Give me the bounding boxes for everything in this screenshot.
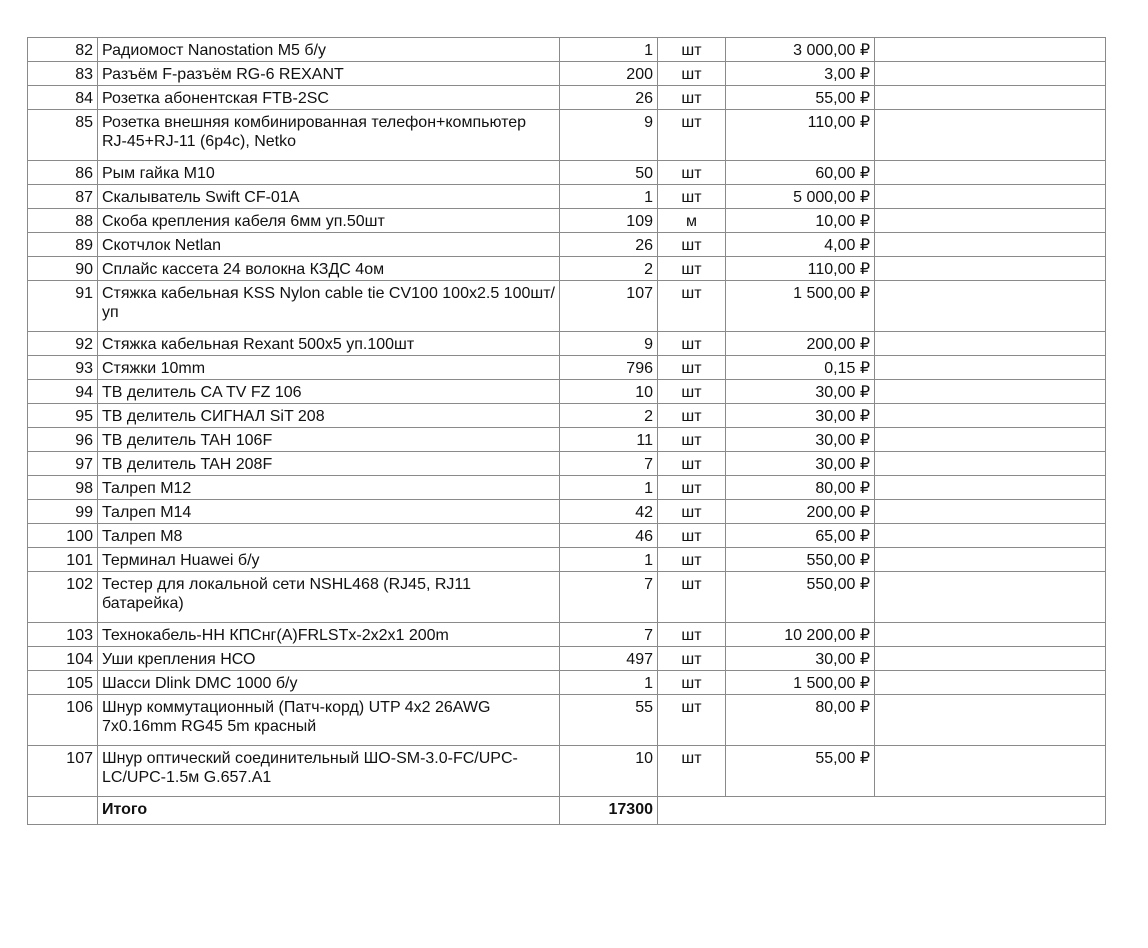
item-quantity: 7: [560, 452, 658, 476]
item-unit: шт: [658, 548, 726, 572]
item-empty-cell: [875, 548, 1106, 572]
item-quantity: 109: [560, 209, 658, 233]
item-unit: шт: [658, 428, 726, 452]
item-name: Стяжка кабельная KSS Nylon cable tie CV100 100x2.5 100шт/уп: [98, 281, 560, 332]
table-row: [28, 62, 1106, 86]
item-unit: шт: [658, 695, 726, 746]
item-price: 550,00 ₽: [726, 548, 875, 572]
item-price: 4,00 ₽: [726, 233, 875, 257]
item-price: 110,00 ₽: [726, 257, 875, 281]
item-quantity: 50: [560, 161, 658, 185]
item-quantity: 796: [560, 356, 658, 380]
item-unit: шт: [658, 452, 726, 476]
item-name: Скоба крепления кабеля 6мм уп.50шт: [98, 209, 560, 233]
table-row: [28, 572, 1106, 623]
item-name: Уши крепления НСО: [98, 647, 560, 671]
row-number: 84: [28, 86, 98, 110]
table-row: [28, 257, 1106, 281]
item-price: 30,00 ₽: [726, 428, 875, 452]
item-name: Талреп М14: [98, 500, 560, 524]
row-number: 101: [28, 548, 98, 572]
item-quantity: 11: [560, 428, 658, 452]
item-empty-cell: [875, 380, 1106, 404]
table-row: [28, 695, 1106, 746]
item-unit: шт: [658, 500, 726, 524]
item-empty-cell: [875, 185, 1106, 209]
item-price: 80,00 ₽: [726, 695, 875, 746]
item-name: Шнур коммутационный (Патч-корд) UTP 4x2 26AWG 7x0.16mm RG45 5m красный: [98, 695, 560, 746]
item-empty-cell: [875, 86, 1106, 110]
item-quantity: 7: [560, 623, 658, 647]
item-price: 55,00 ₽: [726, 86, 875, 110]
table-row: [28, 404, 1106, 428]
row-number: 86: [28, 161, 98, 185]
item-empty-cell: [875, 281, 1106, 332]
item-empty-cell: [875, 647, 1106, 671]
item-empty-cell: [875, 38, 1106, 62]
total-quantity: 17300: [560, 797, 658, 825]
item-empty-cell: [875, 476, 1106, 500]
item-unit: шт: [658, 281, 726, 332]
row-number: 90: [28, 257, 98, 281]
item-quantity: 1: [560, 38, 658, 62]
item-name: Рым гайка М10: [98, 161, 560, 185]
row-number: 83: [28, 62, 98, 86]
item-name: Талреп М12: [98, 476, 560, 500]
item-quantity: 2: [560, 257, 658, 281]
table-row: [28, 356, 1106, 380]
item-price: 550,00 ₽: [726, 572, 875, 623]
row-number: 92: [28, 332, 98, 356]
item-unit: шт: [658, 671, 726, 695]
item-name: Радиомост Nanostation M5 б/у: [98, 38, 560, 62]
item-price: 60,00 ₽: [726, 161, 875, 185]
table-row: [28, 647, 1106, 671]
item-quantity: 7: [560, 572, 658, 623]
item-quantity: 10: [560, 380, 658, 404]
item-price: 110,00 ₽: [726, 110, 875, 161]
item-empty-cell: [875, 332, 1106, 356]
row-number: 85: [28, 110, 98, 161]
row-number: 93: [28, 356, 98, 380]
item-unit: шт: [658, 110, 726, 161]
row-number: 95: [28, 404, 98, 428]
item-price: 5 000,00 ₽: [726, 185, 875, 209]
item-empty-cell: [875, 623, 1106, 647]
item-unit: шт: [658, 86, 726, 110]
item-name: Сплайс кассета 24 волокна КЗДС 4ом: [98, 257, 560, 281]
item-price: 65,00 ₽: [726, 524, 875, 548]
item-price: 30,00 ₽: [726, 380, 875, 404]
item-quantity: 46: [560, 524, 658, 548]
row-number: 89: [28, 233, 98, 257]
item-unit: шт: [658, 62, 726, 86]
item-unit: шт: [658, 476, 726, 500]
item-price: 1 500,00 ₽: [726, 281, 875, 332]
item-empty-cell: [875, 62, 1106, 86]
row-number: 106: [28, 695, 98, 746]
row-number: 88: [28, 209, 98, 233]
total-row: [28, 797, 1106, 825]
item-quantity: 497: [560, 647, 658, 671]
row-number: 94: [28, 380, 98, 404]
item-empty-cell: [875, 209, 1106, 233]
item-price: 30,00 ₽: [726, 647, 875, 671]
row-number: 97: [28, 452, 98, 476]
item-name: Терминал Huawei б/у: [98, 548, 560, 572]
item-quantity: 1: [560, 185, 658, 209]
table-row: [28, 332, 1106, 356]
total-number-cell: [28, 797, 98, 825]
item-empty-cell: [875, 524, 1106, 548]
item-unit: шт: [658, 185, 726, 209]
item-name: Стяжка кабельная Rexant 500x5 уп.100шт: [98, 332, 560, 356]
item-unit: шт: [658, 380, 726, 404]
item-name: Шнур оптический соединительный ШО-SM-3.0-FC/UPC-LC/UPC-1.5м G.657.A1: [98, 746, 560, 797]
item-quantity: 200: [560, 62, 658, 86]
item-empty-cell: [875, 452, 1106, 476]
item-unit: шт: [658, 572, 726, 623]
item-price: 0,15 ₽: [726, 356, 875, 380]
item-unit: шт: [658, 647, 726, 671]
table-row: [28, 86, 1106, 110]
item-name: Розетка внешняя комбинированная телефон+компьютер RJ-45+RJ-11 (6р4с), Netko: [98, 110, 560, 161]
table-body: [28, 38, 1106, 797]
total-label: Итого: [98, 797, 560, 825]
item-quantity: 2: [560, 404, 658, 428]
row-number: 102: [28, 572, 98, 623]
table-row: [28, 623, 1106, 647]
item-quantity: 107: [560, 281, 658, 332]
item-name: Скалыватель Swift CF-01A: [98, 185, 560, 209]
total-empty-cell: [658, 797, 1106, 825]
table-row: [28, 161, 1106, 185]
table-row: [28, 671, 1106, 695]
table-row: [28, 281, 1106, 332]
item-empty-cell: [875, 233, 1106, 257]
item-name: Тестер для локальной сети NSHL468 (RJ45, RJ11 батарейка): [98, 572, 560, 623]
item-unit: шт: [658, 356, 726, 380]
item-quantity: 9: [560, 332, 658, 356]
item-unit: шт: [658, 524, 726, 548]
item-quantity: 42: [560, 500, 658, 524]
item-quantity: 9: [560, 110, 658, 161]
item-name: ТВ делитель TAH 106F: [98, 428, 560, 452]
item-empty-cell: [875, 572, 1106, 623]
item-name: ТВ делитель TAH 208F: [98, 452, 560, 476]
item-price: 30,00 ₽: [726, 452, 875, 476]
row-number: 98: [28, 476, 98, 500]
table-row: [28, 500, 1106, 524]
row-number: 96: [28, 428, 98, 452]
row-number: 104: [28, 647, 98, 671]
item-unit: шт: [658, 404, 726, 428]
item-unit: шт: [658, 332, 726, 356]
table-row: [28, 38, 1106, 62]
item-unit: шт: [658, 623, 726, 647]
row-number: 105: [28, 671, 98, 695]
item-unit: шт: [658, 38, 726, 62]
item-empty-cell: [875, 500, 1106, 524]
table-row: [28, 428, 1106, 452]
item-quantity: 10: [560, 746, 658, 797]
table-row: [28, 380, 1106, 404]
item-unit: шт: [658, 746, 726, 797]
item-empty-cell: [875, 695, 1106, 746]
table-row: [28, 185, 1106, 209]
item-empty-cell: [875, 428, 1106, 452]
item-quantity: 55: [560, 695, 658, 746]
item-name: Розетка абонентская FTB-2SC: [98, 86, 560, 110]
row-number: 103: [28, 623, 98, 647]
item-quantity: 1: [560, 548, 658, 572]
item-quantity: 1: [560, 476, 658, 500]
table-row: [28, 110, 1106, 161]
item-empty-cell: [875, 356, 1106, 380]
item-price: 3,00 ₽: [726, 62, 875, 86]
item-quantity: 26: [560, 86, 658, 110]
item-name: Талреп М8: [98, 524, 560, 548]
table-row: [28, 524, 1106, 548]
item-price: 200,00 ₽: [726, 332, 875, 356]
row-number: 99: [28, 500, 98, 524]
item-name: Разъём F-разъём RG-6 REXANT: [98, 62, 560, 86]
row-number: 82: [28, 38, 98, 62]
item-price: 10,00 ₽: [726, 209, 875, 233]
item-price: 200,00 ₽: [726, 500, 875, 524]
row-number: 91: [28, 281, 98, 332]
item-price: 10 200,00 ₽: [726, 623, 875, 647]
table-row: [28, 209, 1106, 233]
table-row: [28, 548, 1106, 572]
table-row: [28, 476, 1106, 500]
item-empty-cell: [875, 161, 1106, 185]
row-number: 107: [28, 746, 98, 797]
item-name: Стяжки 10mm: [98, 356, 560, 380]
item-quantity: 26: [560, 233, 658, 257]
item-price: 80,00 ₽: [726, 476, 875, 500]
item-unit: шт: [658, 257, 726, 281]
item-empty-cell: [875, 404, 1106, 428]
item-quantity: 1: [560, 671, 658, 695]
item-empty-cell: [875, 671, 1106, 695]
item-unit: шт: [658, 161, 726, 185]
item-empty-cell: [875, 257, 1106, 281]
item-name: Скотчлок Netlan: [98, 233, 560, 257]
inventory-table: [27, 37, 1106, 825]
item-price: 3 000,00 ₽: [726, 38, 875, 62]
row-number: 100: [28, 524, 98, 548]
table-row: [28, 452, 1106, 476]
item-price: 30,00 ₽: [726, 404, 875, 428]
item-name: Технокабель-НН КПСнг(А)FRLSTx-2x2x1 200m: [98, 623, 560, 647]
item-price: 1 500,00 ₽: [726, 671, 875, 695]
item-unit: м: [658, 209, 726, 233]
item-name: ТВ делитель СИГНАЛ SiT 208: [98, 404, 560, 428]
item-unit: шт: [658, 233, 726, 257]
item-empty-cell: [875, 110, 1106, 161]
table-row: [28, 746, 1106, 797]
row-number: 87: [28, 185, 98, 209]
item-price: 55,00 ₽: [726, 746, 875, 797]
table-row: [28, 233, 1106, 257]
item-empty-cell: [875, 746, 1106, 797]
item-name: Шасси Dlink DMC 1000 б/у: [98, 671, 560, 695]
item-name: ТВ делитель CA TV FZ 106: [98, 380, 560, 404]
